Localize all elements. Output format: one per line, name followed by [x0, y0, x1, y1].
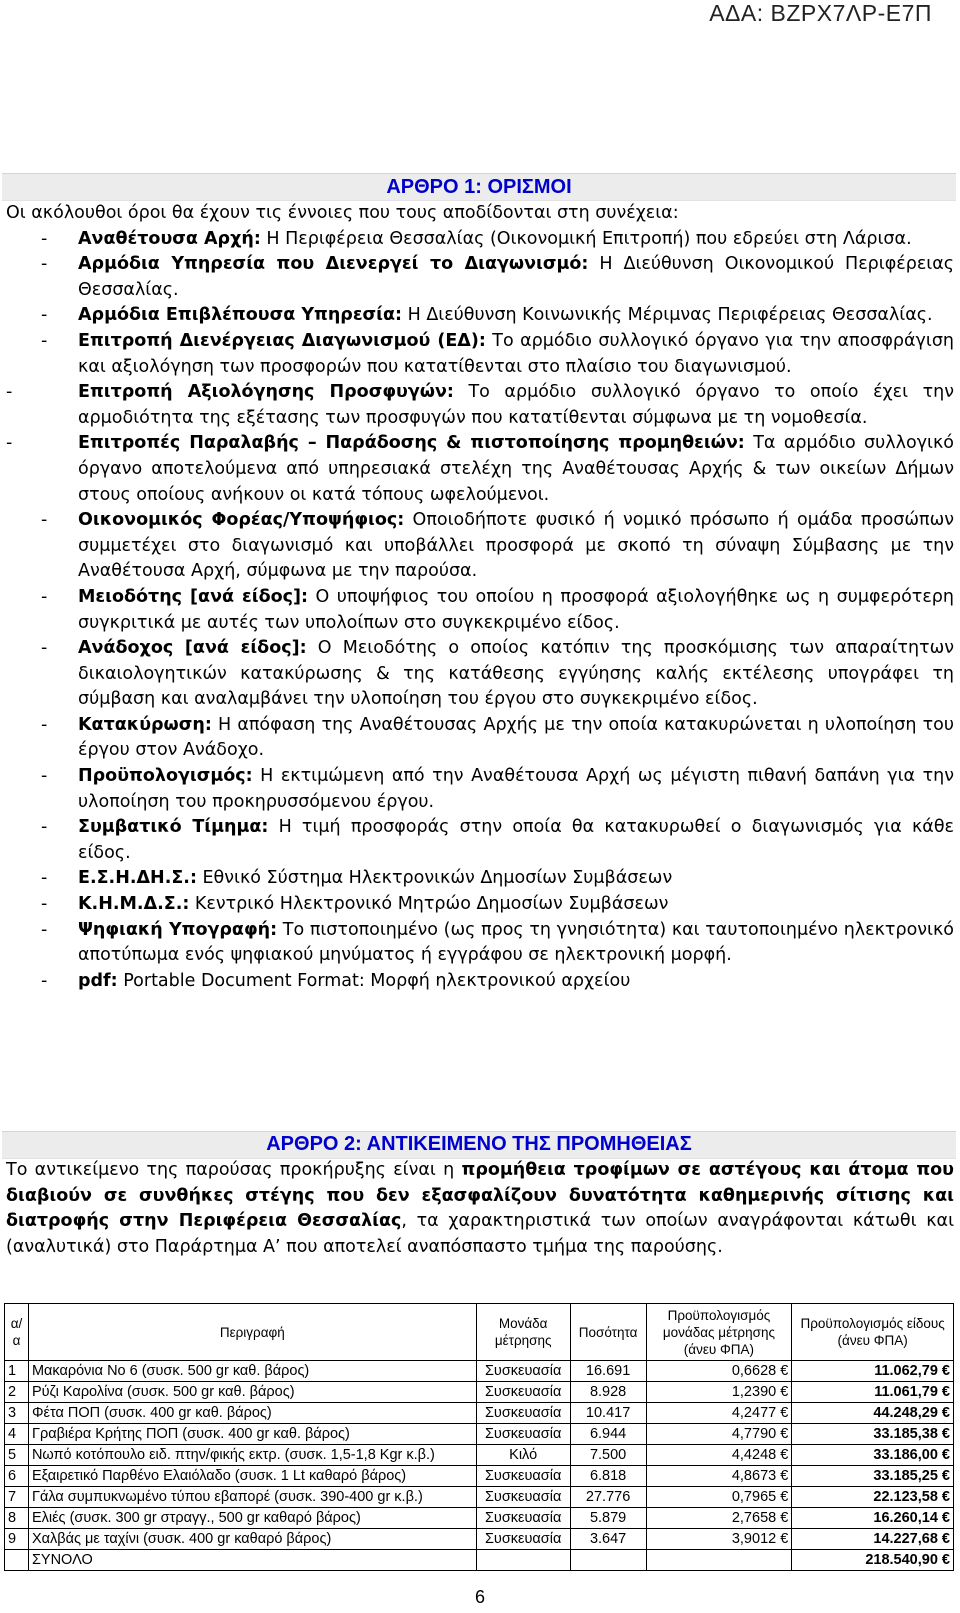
definition-term: Προϋπολογισμός: — [78, 766, 253, 787]
item-description: Ελιές (συσκ. 300 gr στραγγ., 500 gr καθαρό βάρος) — [28, 1508, 476, 1529]
definition-text: Το αρμόδιο συλλογικό όργανο το οποίο έχει την αρμοδιότητα της εξέτασης των προσφυγών που κατατίθενται σύμφωνα με τη νομοθεσία. — [78, 382, 954, 428]
definition-dash: - — [6, 382, 13, 403]
definition-text: Portable Document Format: Μορφή ηλεκτρονικού αρχείου — [117, 970, 631, 991]
article1-title: ΑΡΘΡΟ 1: ΟΡΙΣΜΟΙ — [386, 176, 572, 198]
item-unit: Συσκευασία — [476, 1466, 570, 1487]
definition-term: Επιτροπές Παραλαβής – Παράδοσης & πιστοποίησης προμηθειών: — [78, 433, 745, 454]
definition-dash: - — [41, 586, 48, 607]
definition-dash: - — [41, 894, 48, 915]
item-unit: Συσκευασία — [476, 1403, 570, 1424]
item-unit: Συσκευασία — [476, 1361, 570, 1382]
definition-text: Το αρμόδιο συλλογικό όργανο για την αποσφράγιση και αξιολόγηση των προσφορών που κατατίθενται στο πλαίσιο του διαγωνισμού. — [78, 330, 955, 377]
table-row — [5, 1403, 954, 1424]
row-number: 4 — [5, 1424, 29, 1445]
items-table-body — [5, 1361, 954, 1550]
item-unit: Συσκευασία — [476, 1529, 570, 1550]
table-header-row — [5, 1304, 954, 1361]
article1-intro: Οι ακόλουθοι όροι θα έχουν τις έννοιες που τους αποδίδονται στη συνέχεια: — [6, 203, 679, 223]
definition-term: Συμβατικό Τίμημα: — [78, 817, 269, 838]
item-budget: 16.260,14 € — [792, 1508, 954, 1529]
article1-body — [6, 201, 954, 994]
definition-term: Επιτροπή Αξιολόγησης Προσφυγών: — [78, 382, 454, 403]
definition-dash: - — [41, 766, 48, 787]
definition-item — [6, 585, 954, 636]
item-unit-budget: 2,7658 € — [646, 1508, 792, 1529]
item-budget: 33.185,38 € — [792, 1424, 954, 1445]
article2-body — [6, 1158, 954, 1260]
row-number: 5 — [5, 1445, 29, 1466]
definition-term: Οικονομικός Φορέας/Υποψήφιος: — [78, 510, 405, 531]
item-budget: 44.248,29 € — [792, 1403, 954, 1424]
item-budget: 14.227,68 € — [792, 1529, 954, 1550]
row-number: 3 — [5, 1403, 29, 1424]
total-empty-unit — [476, 1550, 570, 1571]
ada-code: ΑΔΑ: ΒΖΡΧ7ΛΡ-Ε7Π — [709, 0, 932, 26]
definition-text: Οποιοδήποτε φυσικό ή νομικό πρόσωπο ή ομάδα προσώπων συμμετέχει στο διαγωνισμό και υποβάλλει προσφορά με σκοπό τη σύναψη Σύμβασης με την Αναθέτουσα Αρχή, σύμφωνα με την παρούσα. — [78, 510, 954, 582]
definition-text: Η απόφαση της Αναθέτουσας Αρχής με την οποία κατακυρώνεται η υλοποίηση του έργου στον Ανάδοχο. — [78, 714, 954, 761]
definition-dash: - — [6, 433, 13, 454]
definition-item — [6, 969, 954, 995]
definition-text: Το πιστοποιημένο (ως προς τη γνησιότητα) και ταυτοποιημένο ηλεκτρονικό αποτύπωμα ενός ψηφιακού μηνύματος ή εγγράφου σε ηλεκτρονική μορφή. — [78, 919, 954, 966]
definition-term: Ε.Σ.Η.ΔΗ.Σ.: — [78, 868, 197, 889]
item-unit-budget: 4,2477 € — [646, 1403, 792, 1424]
definition-dash: - — [41, 714, 48, 735]
table-row — [5, 1529, 954, 1550]
header-quantity: Ποσότητα — [570, 1304, 646, 1361]
item-unit: Συσκευασία — [476, 1508, 570, 1529]
item-budget: 22.123,58 € — [792, 1487, 954, 1508]
table-row — [5, 1424, 954, 1445]
item-description: Εξαιρετικό Παρθένο Ελαιόλαδο (συσκ. 1 Lt καθαρό βάρος) — [28, 1466, 476, 1487]
item-quantity: 6.818 — [570, 1466, 646, 1487]
definition-dash: - — [41, 919, 48, 940]
page-number: 6 — [474, 1587, 485, 1607]
item-quantity: 6.944 — [570, 1424, 646, 1445]
item-budget: 33.185,25 € — [792, 1466, 954, 1487]
table-row — [5, 1361, 954, 1382]
item-unit: Συσκευασία — [476, 1424, 570, 1445]
definition-dash: - — [41, 970, 48, 991]
total-value: 218.540,90 € — [792, 1550, 954, 1571]
total-aa-cell — [5, 1550, 29, 1571]
header-unit: Μονάδα μέτρησης — [476, 1304, 570, 1361]
item-description: Φέτα ΠΟΠ (συσκ. 400 gr καθ. βάρος) — [28, 1403, 476, 1424]
header-aa: α/α — [5, 1304, 29, 1361]
row-number: 9 — [5, 1529, 29, 1550]
item-unit-budget: 0,6628 € — [646, 1361, 792, 1382]
definition-dash: - — [41, 254, 48, 275]
definition-item — [6, 380, 954, 431]
row-number: 6 — [5, 1466, 29, 1487]
item-unit: Συσκευασία — [476, 1382, 570, 1403]
definition-item — [6, 303, 954, 329]
item-unit-budget: 4,4248 € — [646, 1445, 792, 1466]
definition-text: Ο Μειοδότης ο οποίος κατόπιν της προσκόμισης των απαραίτητων δικαιολογητικών κατακύρωσης & της κατάθεσης εγγύησης καλής εκτέλεσης υπογράφει τη σύμβαση και αναλαμβάνει την υλοποίηση του έργου στο συγκεκριμένο είδος. — [78, 638, 955, 710]
definition-text: Κεντρικό Ηλεκτρονικό Μητρώο Δημοσίων Συμβάσεων — [189, 894, 669, 915]
item-quantity: 27.776 — [570, 1487, 646, 1508]
item-description: Μακαρόνια Νο 6 (συσκ. 500 gr καθ. βάρος) — [28, 1361, 476, 1382]
definition-term: Επιτροπή Διενέργειας Διαγωνισμού (ΕΔ): — [78, 330, 486, 351]
definition-text: Εθνικό Σύστημα Ηλεκτρονικών Δημοσίων Συμβάσεων — [196, 868, 673, 889]
definition-term: Μειοδότης [ανά είδος]: — [78, 586, 309, 607]
item-description: Ρύζι Καρολίνα (συσκ. 500 gr καθ. βάρος) — [28, 1382, 476, 1403]
definition-term: pdf: — [78, 970, 118, 991]
definition-text: Τα αρμόδιο συλλογικό όργανο αποτελούμενα από υπηρεσιακά στελέχη της Αναθέτουσας Αρχής & των οικείων Δήμων στους οποίους ανήκουν οι κατά τόπους ωφελούμενοι. — [78, 433, 954, 505]
item-budget: 11.062,79 € — [792, 1361, 954, 1382]
definition-item — [6, 227, 954, 253]
definition-item — [6, 329, 954, 380]
table-row — [5, 1508, 954, 1529]
table-row — [5, 1382, 954, 1403]
definition-item — [6, 431, 954, 508]
definition-dash: - — [41, 817, 48, 838]
items-table — [4, 1303, 954, 1571]
header-description: Περιγραφή — [28, 1304, 476, 1361]
definition-text: Η τιμή προσφοράς στην οποία θα κατακυρωθεί ο διαγωνισμός για κάθε είδος. — [78, 817, 954, 863]
definition-item — [6, 764, 954, 815]
definition-item — [6, 866, 954, 892]
total-row — [5, 1550, 954, 1571]
table-row — [5, 1445, 954, 1466]
definition-item — [6, 252, 954, 303]
header-item-budget: Προϋπολογισμός είδους (άνευ ΦΠΑ) — [792, 1304, 954, 1361]
item-description: Χαλβάς με ταχίνι (συσκ. 400 gr καθαρό βάρος) — [28, 1529, 476, 1550]
row-number: 2 — [5, 1382, 29, 1403]
definition-dash: - — [41, 638, 48, 659]
header-unit-budget: Προϋπολογισμός μονάδας μέτρησης (άνευ ΦΠΑ) — [646, 1304, 792, 1361]
row-number: 7 — [5, 1487, 29, 1508]
item-budget: 33.186,00 € — [792, 1445, 954, 1466]
definition-item — [6, 815, 954, 866]
item-quantity: 7.500 — [570, 1445, 646, 1466]
total-empty-quantity — [570, 1550, 646, 1571]
item-unit: Κιλό — [476, 1445, 570, 1466]
article2-text-before: Το αντικείμενο της παρούσας προκήρυξης είναι η — [6, 1160, 462, 1180]
definition-term: Ψηφιακή Υπογραφή: — [78, 919, 278, 940]
item-quantity: 16.691 — [570, 1361, 646, 1382]
item-unit-budget: 4,8673 € — [646, 1466, 792, 1487]
definition-text: Ο υποψήφιος του οποίου η προσφορά αξιολογήθηκε ως η συμφερότερη συγκριτικά με αυτές των υπολοίπων στο συγκεκριμένο είδος. — [78, 586, 954, 633]
item-quantity: 3.647 — [570, 1529, 646, 1550]
row-number: 8 — [5, 1508, 29, 1529]
definition-item — [6, 918, 954, 969]
definition-term: Αναθέτουσα Αρχή: — [78, 228, 261, 249]
definition-term: Κ.Η.Μ.Δ.Σ.: — [78, 894, 190, 915]
definition-term: Αρμόδια Υπηρεσία που Διενεργεί το Διαγωνισμό: — [78, 254, 589, 275]
definition-dash: - — [41, 510, 48, 531]
article2-title: ΑΡΘΡΟ 2: ΑΝΤΙΚΕΙΜΕΝΟ ΤΗΣ ΠΡΟΜΗΘΕΙΑΣ — [266, 1133, 692, 1155]
article2-text-after: , τα χαρακτηριστικά των οποίων αναγράφονται κάτωθι και (αναλυτικά) στο Παράρτημα Α’ που αποτελεί αναπόσπαστο τμήμα της παρούσης. — [6, 1211, 954, 1257]
item-unit: Συσκευασία — [476, 1487, 570, 1508]
definition-text: Η Διεύθυνση Κοινωνικής Μέριμνας Περιφέρειας Θεσσαλίας. — [402, 305, 933, 326]
definition-item — [6, 636, 954, 713]
item-unit-budget: 0,7965 € — [646, 1487, 792, 1508]
definitions-list — [6, 227, 954, 995]
item-unit-budget: 4,7790 € — [646, 1424, 792, 1445]
total-empty-unit-budget — [646, 1550, 792, 1571]
item-quantity: 8.928 — [570, 1382, 646, 1403]
definition-item — [6, 892, 954, 918]
item-quantity: 10.417 — [570, 1403, 646, 1424]
definition-dash: - — [41, 330, 48, 351]
definition-item — [6, 713, 954, 764]
item-description: Νωπό κοτόπουλο ειδ. πτην/φικής εκτρ. (συσκ. 1,5-1,8 Kgr κ.β.) — [28, 1445, 476, 1466]
total-label: ΣΥΝΟΛΟ — [28, 1550, 476, 1571]
definition-dash: - — [41, 228, 48, 249]
item-description: Γάλα συμπυκνωμένο τύπου εβαπορέ (συσκ. 390-400 gr κ.β.) — [28, 1487, 476, 1508]
item-quantity: 5.879 — [570, 1508, 646, 1529]
row-number: 1 — [5, 1361, 29, 1382]
table-row — [5, 1466, 954, 1487]
definition-item — [6, 508, 954, 585]
item-unit-budget: 3,9012 € — [646, 1529, 792, 1550]
item-unit-budget: 1,2390 € — [646, 1382, 792, 1403]
definition-text: Η Διεύθυνση Οικονομικού Περιφέρειας Θεσσαλίας. — [78, 254, 955, 300]
definition-term: Ανάδοχος [ανά είδος]: — [78, 638, 307, 659]
definition-dash: - — [41, 868, 48, 889]
definition-term: Αρμόδια Επιβλέπουσα Υπηρεσία: — [78, 305, 403, 326]
definition-text: Η Περιφέρεια Θεσσαλίας (Οικονομική Επιτροπή) που εδρεύει στη Λάρισα. — [260, 228, 912, 249]
article2-paragraph — [6, 1158, 954, 1260]
item-budget: 11.061,79 € — [792, 1382, 954, 1403]
definition-term: Κατακύρωση: — [78, 714, 212, 735]
definition-text: Η εκτιμώμενη από την Αναθέτουσα Αρχή ως μέγιστη πιθανή δαπάνη για την υλοποίηση του προκηρυσσόμενου έργου. — [78, 766, 954, 812]
item-description: Γραβιέρα Κρήτης ΠΟΠ (συσκ. 400 gr καθ. βάρος) — [28, 1424, 476, 1445]
definition-dash: - — [41, 305, 48, 326]
article2-text-bold: προμήθεια τροφίμων σε αστέγους και άτομα που διαβιούν σε συνθήκες στέγης που δεν εξασφαλίζουν δυνατότητα καθημερινής σίτισης και διατροφής στην Περιφέρεια Θεσσαλίας — [6, 1160, 955, 1232]
table-row — [5, 1487, 954, 1508]
